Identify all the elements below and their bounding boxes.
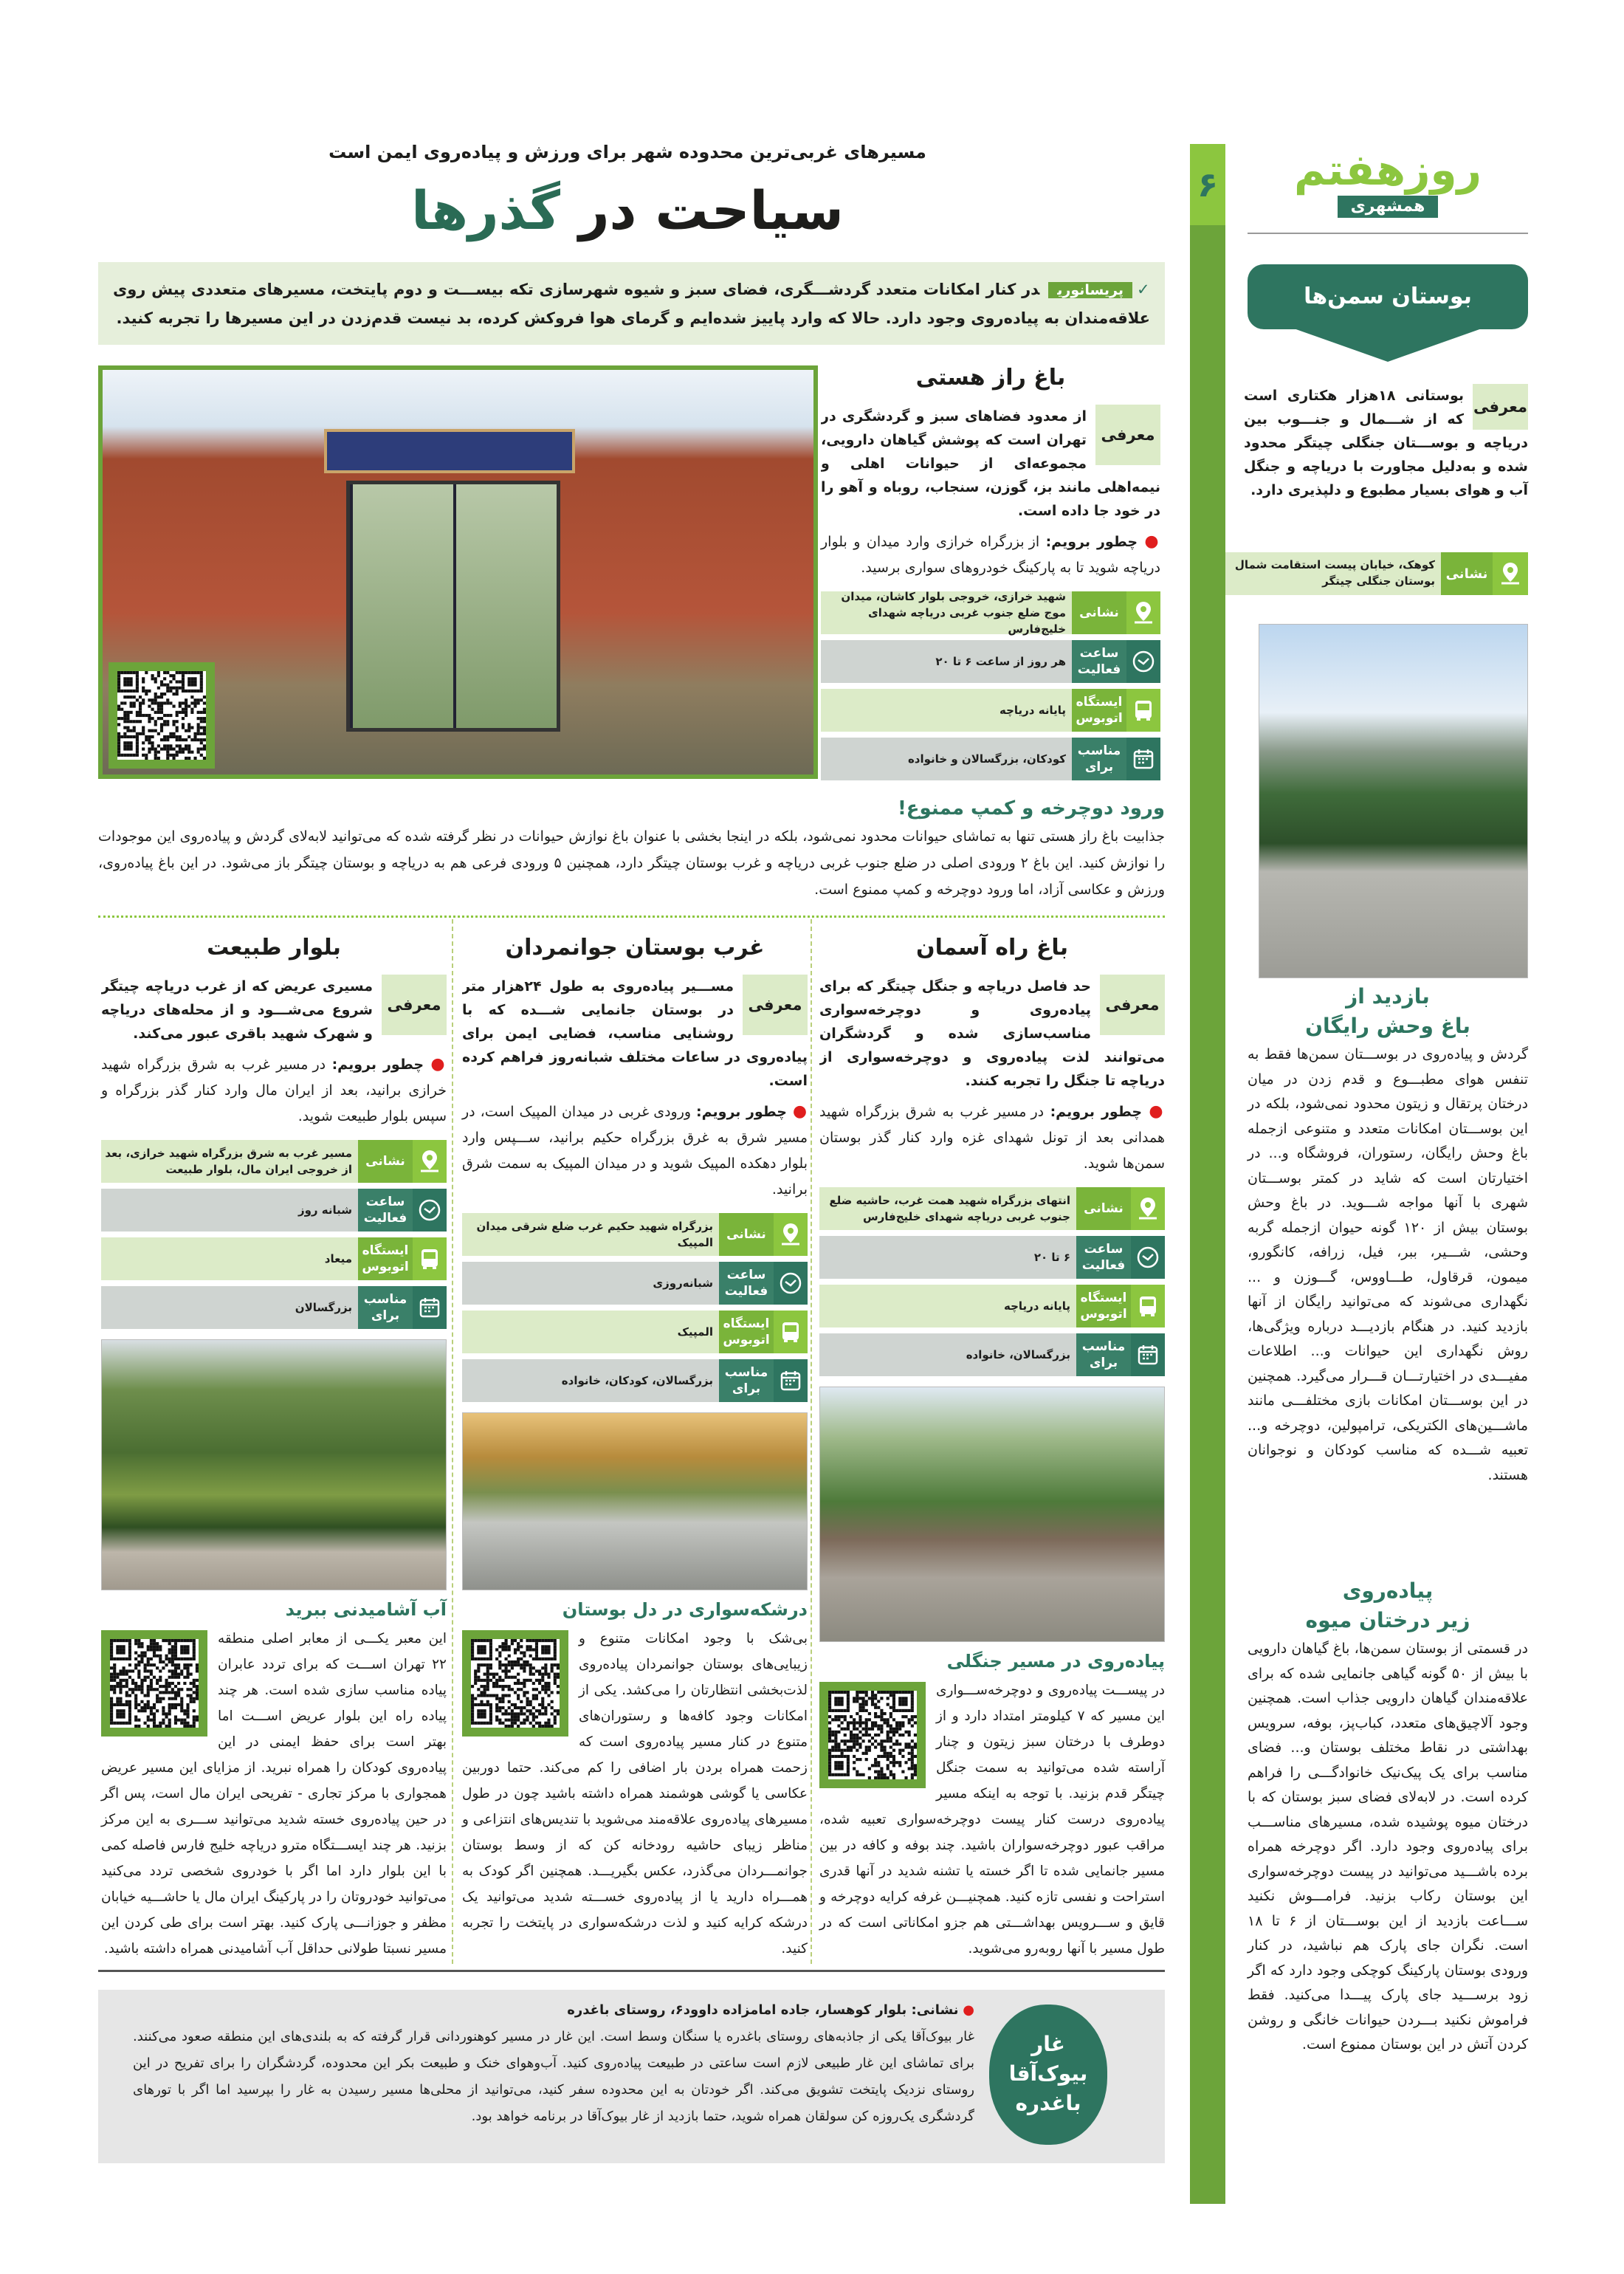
info-label: ایستگاه اتوبوس	[1076, 1285, 1131, 1327]
info-row-hours	[101, 1189, 447, 1232]
bus-icon	[774, 1311, 808, 1353]
photo-caption: آب آشامیدنی ببرید	[285, 1599, 447, 1620]
info-row-for	[101, 1286, 447, 1329]
intro-label: معرفی	[1100, 975, 1165, 1035]
clock-icon	[774, 1262, 808, 1305]
intro-label: معرفی	[382, 975, 447, 1035]
location-pin-icon	[1131, 1187, 1165, 1230]
sidebar-banner: بوستان سمن‌ها	[1248, 264, 1528, 329]
info-label: ساعت فعالیت	[358, 1189, 413, 1232]
column-javanmardan	[462, 932, 808, 1962]
divider	[1248, 233, 1528, 234]
intro-label: معرفی	[1473, 384, 1528, 430]
info-label: مناسب برای	[1076, 1333, 1131, 1376]
sidebar-section2-text: در قسمتی از بوستان سمن‌ها، باغ گیاهان دارویی با بیش از ۵۰ گونه گیاهی جانمایی شده که برای علاقه‌مندان گیاهان دارویی جذاب است. همچنین وجود آلاچیق‌های متعدد، کباب‌پز، بوفه، سرویس بهداشتی در نقاط مختلف بوستان و... فضای مناسب برای یک پیک‌نیک خانوادگـــی را فراهم کرده است. در لابه‌لای فضای سبز بوستان که با درختان میوه پوشیده شده، مسیرهای مناســـب برای پیاده‌روی وجود دارد. اگر دوچرخه همراه برده باشـــید می‌توانید در پیست دوچرخه‌سواری این بوستان رکاب بزنید. فرامـــوش نکنید ســـاعت بازدید از این بوســـتان از ۶ تا ۱۸ است. نگران جای پارک هم نباشید، در کنار ورودی بوستان پارکینگ کوچکی وجود دارد که اگر زود برســـید جای پارک پیـــدا می‌کنید. فقط فراموش نکنید بـــردن حیوانات خانگی و روشن کردن آتش در این بوستان ممنوع است.	[1248, 1641, 1528, 2053]
intro-block	[462, 975, 808, 1093]
intro-block	[819, 975, 1165, 1093]
check-icon: ✓	[1136, 281, 1150, 298]
how-to-get-there	[462, 1099, 808, 1203]
article-lead	[98, 262, 1165, 345]
location-pin-icon	[774, 1213, 808, 1256]
location-pin-icon	[413, 1140, 447, 1183]
info-value: بزرگسالان، کودکان، خانواده	[561, 1374, 713, 1387]
intro-block	[821, 405, 1160, 523]
divider	[98, 1970, 1165, 1972]
raz-hasti-subsection	[98, 794, 1165, 903]
qr-code[interactable]	[109, 662, 215, 769]
photo-caption: پیاده‌روی در مسیر جنگلی	[946, 1651, 1165, 1672]
info-label: نشانی	[1076, 1187, 1131, 1230]
info-value: پایانه دریاچه	[999, 704, 1066, 717]
logo-sub: همشهری	[1338, 196, 1439, 218]
address-value: کوهک، خیابان پیست استقامت شمال بوستان جنگلی چیتگر	[1234, 558, 1435, 588]
qr-code[interactable]	[462, 1630, 568, 1737]
info-label: ایستگاه اتوبوس	[719, 1311, 774, 1353]
info-row-for	[462, 1359, 808, 1402]
column-divider	[811, 919, 812, 1964]
info-value: انتهای بزرگراه شهید همت غرب، حاشیه ضلع جنوب غربی دریاچه شهدای خلیج‌فارس	[829, 1194, 1070, 1223]
info-row-hours	[462, 1262, 808, 1305]
info-value: پایانه دریاچه	[1004, 1299, 1070, 1313]
intro-text: مســـیر پیاده‌روی به طول ۲۴هزار متر در بوستان جانمایی شـــده که با روشنایی مناسب، فضایی ایمن برای پیاده‌روی در ساعات مختلف شبانه‌روز فراهم کرده است.	[462, 978, 808, 1089]
bus-icon	[413, 1237, 447, 1280]
column-body	[462, 1626, 808, 1962]
info-row-address	[462, 1213, 808, 1256]
info-row-hours	[821, 640, 1160, 683]
info-value: المپیک	[677, 1325, 713, 1339]
lead-text: در کنار امکانات متعدد گردشـــگری، فضای سبز و شیوه شهرسازی تکه بیســـت و دوم پایتخت، مسیرهای متعددی پیش روی علاقه‌مندان به پیاده‌روی وجود دارد. حالا که وارد پاییز شده‌ایم و گرمای هوا فروکش کرده، بد نیست قدم‌زدن در این مسیرها را تجربه کنید.	[113, 281, 1150, 327]
info-row-bus	[819, 1285, 1165, 1327]
info-row-for	[819, 1333, 1165, 1376]
column-bagh-rah-aseman	[819, 932, 1165, 1962]
how-label: چطور برویم:	[1045, 534, 1138, 550]
column-divider	[452, 919, 453, 1964]
how-label: چطور برویم:	[696, 1104, 787, 1120]
how-label: چطور برویم:	[1050, 1104, 1143, 1120]
info-row-bus	[821, 689, 1160, 732]
info-label: ایستگاه اتوبوس	[1072, 689, 1126, 732]
article-title	[221, 174, 1033, 247]
column-body-text: در پیســـت پیاده‌روی و دوچرخه‌ســـواری این مسیر که ۷ کیلومتر امتداد دارد و از دوطرف با درختان سبز زیتون و چنار آراسته شده می‌توانید به سمت جنگل چیتگر قدم بزنید. با توجه به اینکه مسیر پیاده‌روی درست کنار پیست دوچرخه‌سواری تعبیه شده، مراقب عبور دوچرخه‌سواران باشید. چند بوفه و کافه در بین مسیر جانمایی شده تا اگر خسته یا تشنه شدید در آنها قدری استراحت و نفسی تازه کنید. همچنیـــن غرفه کرایه دوچرخه و قایق و ســـرویس بهداشـــتی هم جزو امکاناتی است که در طول مسیر با آنها روبه‌رو می‌شوید.	[819, 1683, 1166, 1957]
bullet-icon: ●	[1142, 1102, 1165, 1121]
how-to-get-there	[821, 529, 1160, 581]
info-label: مناسب برای	[358, 1286, 413, 1329]
how-to-get-there	[101, 1051, 447, 1130]
info-row-for	[821, 738, 1160, 780]
author-tag: پریسانوری	[1048, 282, 1132, 298]
intro-block	[101, 975, 447, 1045]
sidebar-intro	[1244, 384, 1528, 502]
bullet-icon: ●	[963, 2002, 974, 2018]
calendar-icon	[1126, 738, 1160, 780]
info-label: ساعت فعالیت	[1072, 640, 1126, 683]
dotted-divider	[98, 916, 1165, 918]
location-pin-icon	[1493, 552, 1528, 595]
column-photo	[462, 1412, 808, 1590]
info-value: کودکان، بزرگسالان و خانواده	[907, 752, 1066, 766]
intro-text: مسیری عریض که از غرب دریاچه چیتگر شروع می‌شـــود و از محله‌های دریاچه و شهرک شهید باقری عبور می‌کند.	[101, 978, 373, 1042]
info-label: ایستگاه اتوبوس	[358, 1237, 413, 1280]
info-value: بزرگسالان، خانواده	[966, 1348, 1070, 1361]
sidebar-address	[1225, 552, 1528, 595]
column-photo	[101, 1339, 447, 1590]
qr-code[interactable]	[101, 1630, 207, 1737]
info-label: نشانی	[1072, 591, 1126, 634]
how-text: از بزرگراه خرازی وارد میدان و بلوار دریاچه شوید تا به پارکینگ خودروهای سواری برسید.	[821, 534, 1160, 576]
banner-arrow	[1292, 328, 1484, 362]
qr-code[interactable]	[819, 1682, 926, 1788]
calendar-icon	[774, 1359, 808, 1402]
gate-sign	[324, 429, 575, 473]
info-row-bus	[101, 1237, 447, 1280]
column-title: باغ راه آسمان	[916, 935, 1068, 961]
page-strip	[1190, 144, 1225, 2204]
info-value: شهید خرازی، خروجی بلوار کاشان، میدان موج ضلع جنوب غربی دریاچه شهدای خلیج‌فارس	[841, 590, 1066, 636]
info-value: میعاد	[324, 1252, 352, 1265]
intro-label: معرفی	[743, 975, 808, 1035]
info-label: ساعت فعالیت	[719, 1262, 774, 1305]
calendar-icon	[413, 1286, 447, 1329]
sidebar-section1-text: گردش و پیاده‌روی در بوســـتان سمن‌ها فقط به تنفس هوای مطبـــوع و قدم زدن در میان درختان پرتقال و زیتون محدود نمی‌شود، بلکه در این بوســـتان امکانات متعدد و متنوعی ازجمله باغ وحش رایگان، رستوران، فروشگاه و... در اختیارتان است که شاید در کمتر بوســـتان شهری با آنها مواجه شـــوید. در باغ وحش بوستان بیش از ۱۲۰ گونه حیوان ازجمله گربه وحشی، شـــیر، ببر، فیل، زرافه، کانگورو، میمون، قرقاول، طـــاووس، گـــوزن و ... نگهداری می‌شوند که می‌توانید رایگان از آنها بازدید کنید. در هنگام بازدیـــد درباره ویژگی‌ها، روش نگهداری این حیوانات و... اطلاعات مفیـــدی در اختیارتـــان قـــرار می‌گیرد. همچنین در این بوســـتان امکانات بازی مختلفـــی مانند ماشـــین‌های الکتریکی، ترامپولین، دوچرخه و... تعبیه شـــده که مناسب کودکان و نوجوانان هستند.	[1248, 1046, 1528, 1483]
bottom-text	[133, 1997, 974, 2130]
clock-icon	[413, 1189, 447, 1232]
clock-icon	[1131, 1236, 1165, 1279]
logo-main: روزهفتم	[1294, 145, 1482, 195]
newspaper-logo	[1248, 144, 1528, 225]
info-label: ساعت فعالیت	[1076, 1236, 1131, 1279]
column-body-text: این معبر یکـــی از معابر اصلی منطقه ۲۲ تهران اســـت که برای تردد عابران پیاده مناسب سازی شده است. هر چند پیاده راه این بلوار عریض اســـت اما بهتر است برای حفظ ایمنی در این پیاده‌روی کودکان را همراه نبرید. از مزایای این مسیر عریض همجواری با مرکز تجاری - تفریحی ایران مال است، پس اگر در حین پیاده‌روی خسته شدید می‌توانید ســـری به این مرکز بزنید. هر چند ایســـتگاه مترو دریاچه خلیج فارس فاصله کمی با این بلوار دارد اما اگر با خودروی شخصی تردد می‌کنید می‌توانید خودروتان را در پارکینگ ایران مال یا حاشـــیه خیابان مظفر و جوزانـــی پارک کنید. بهتر است برای طی کردن این مسیر نسبتا طولانی حداقل آب آشامیدنی همراه داشته باشید.	[101, 1631, 447, 1957]
bullet-icon: ●	[787, 1102, 808, 1121]
how-text: در مسیر غرب به شرق بزرگراه شهید خرازی برانید، بعد از ایران مال وارد کنار گذر بزرگراه و سپس بلوار طبیعت شوید.	[101, 1057, 447, 1124]
subsection-title: ورود دوچرخه و کمپ ممنوع!	[897, 797, 1165, 820]
title-line: بازدید از	[1346, 984, 1430, 1009]
intro-text: حد فاصل دریاچه و جنگل چیتگر که برای پیاده‌روی و دوچرخه‌سواری مناسب‌سازی شده و گردشگران می‌توانند لذت پیاده‌روی و دوچرخه‌سواری از دریاچه تا جنگل را تجربه کنند.	[819, 978, 1165, 1089]
info-value: شبانه روز	[297, 1203, 352, 1217]
intro-label: معرفی	[1095, 405, 1160, 465]
how-text: ورودی غربی در میدان المپیک است، در مسیر شرق به غرق بزرگراه حکیم برانید، ســـپس وارد بلوار دهکده المپیک شوید و در میدان المپیک به سمت شرق برانید.	[462, 1104, 808, 1198]
info-value: مسیر غرب به شرق بزرگراه شهید خرازی، بعد از خروجی ایران مال، بلوار طبیعت	[105, 1147, 352, 1176]
bottom-address: نشانی: بلوار کوهسار، جاده امامزاده داوود۶، روستای باغدره	[567, 2002, 959, 2018]
address-label: نشانی	[1441, 552, 1493, 595]
article-subtitle: مسیرهای غربی‌ترین محدوده شهر برای ورزش و پیاده‌روی ایمن است	[328, 142, 926, 162]
bullet-icon: ●	[1138, 532, 1160, 551]
sidebar-section1-title	[1248, 982, 1528, 1041]
bullet-icon: ●	[424, 1055, 447, 1074]
info-value: شبانه‌روزی	[653, 1277, 713, 1290]
info-row-hours	[819, 1236, 1165, 1279]
column-title: غرب بوستان جوانمردان	[505, 935, 765, 961]
title-green: گذرها	[411, 179, 560, 241]
page-number: ۶	[1190, 144, 1225, 225]
info-row-bus	[462, 1311, 808, 1353]
column-body-text: بی‌شک با وجود امکانات متنوع و زیبایی‌های بوستان جوانمردان پیاده‌روی لذت‌بخشی انتظارتان را می‌کشد. یکی از امکانات وجود کافه‌ها و رستوران‌های متنوع در کنار مسیر پیاده‌روی است که زحمت همراه بردن بار اضافی را کم می‌کند. حتما دوربین عکاسی یا گوشی هوشمند همراه داشته باشید چون در طول مسیرهای پیاده‌روی علاقه‌مند می‌شوید با تندیس‌های انتزاعی و مناظر زیبای حاشیه رودخانه کن که از وسط بوستان جوانمـــردان می‌گذرد، عکس بگیریـــد. همچنین اگر کودک به همـــراه دارید یا از پیاده‌روی خســـته شدید می‌توانید یک درشکه کرایه کنید و لذت درشکه‌سواری در پایتخت را تجربه کنید.	[462, 1631, 808, 1957]
column-body	[101, 1626, 447, 1962]
info-row-address	[819, 1187, 1165, 1230]
badge-line: بیوک‌آقا	[1008, 2061, 1088, 2086]
subsection-text: جذابیت باغ راز هستی تنها به تماشای حیوانات محدود نمی‌شود، بلکه در اینجا بخشی با عنوان باغ نوازش حیوانات در نظر گرفته شده که می‌توانید لابه‌لای گردش و پیاده‌روی این موجودات را نوازش کنید. این باغ ۲ ورودی اصلی در ضلع جنوب غربی دریاچه و غرب بوستان چیتگر دارد، همچنین ۵ ورودی فرعی هم به دریاچه و بوستان چیتگر باز می‌شود. در این باغ پیاده‌روی، ورزش و عکاسی آزاد، اما ورود دوچرخه و کمپ ممنوع است.	[98, 828, 1166, 898]
intro-text: از معدود فضاهای سبز و گردشگری در تهران است که پوشش گیاهان دارویی، مجموعه‌ای از حیوانات اهلی و نیمه‌اهلی مانند بز، گوزن، سنجاب، روباه و آهو را در خود جا داده است.	[821, 408, 1160, 519]
info-value: هر روز از ساعت ۶ تا ۲۰	[935, 655, 1066, 668]
title-line: پیاده‌روی	[1342, 1579, 1434, 1603]
how-label: چطور برویم:	[331, 1057, 424, 1073]
info-label: مناسب برای	[1072, 738, 1126, 780]
info-label: نشانی	[719, 1213, 774, 1256]
sidebar-intro-text: بوستانی ۱۸هزار هکتاری است که از شـــمال و جنـــوب بین دریاچه و بوســـتان جنگلی چیتگر محدود شده و به‌دلیل مجاورت با دریاچه و جنگل آب و هوای بسیار مطبوع و دلپذیری دارد.	[1244, 388, 1528, 498]
column-bolvar-tabiat	[101, 932, 447, 1962]
photo-caption: درشکه‌سواری در دل بوستان	[562, 1599, 808, 1620]
park-path-photo	[1259, 624, 1528, 978]
info-row-address	[101, 1140, 447, 1183]
how-text: در مسیر غرب به شرق بزرگراه شهید همدانی بعد از تونل شهدای غزه وارد کنار گذر بوستان سمن‌ها شوید.	[819, 1104, 1165, 1172]
title-black: سیاحت در	[579, 179, 844, 241]
sidebar-section2-title	[1248, 1576, 1528, 1635]
clock-icon	[1126, 640, 1160, 683]
calendar-icon	[1131, 1333, 1165, 1376]
bus-icon	[1131, 1285, 1165, 1327]
info-value: ۶ تا ۲۰	[1033, 1251, 1070, 1264]
title-line: زیر درختان میوه	[1305, 1608, 1470, 1632]
location-pin-icon	[1126, 591, 1160, 634]
bus-icon	[1126, 689, 1160, 732]
raz-hasti-section	[821, 362, 1160, 786]
badge-line: غار	[1031, 2032, 1065, 2056]
title-line: باغ وحش رایگان	[1305, 1014, 1470, 1038]
column-body	[819, 1677, 1165, 1962]
bottom-body: غار بیوک‌آقا یکی از جاذبه‌های روستای باغدره یا سنگان وسط است. این غار در مسیر کوهنوردانی قرار گرفته که به بلندی‌های این منطقه صعود می‌کنند. برای تماشای این غار طبیعی لازم است ساعتی در طبیعت پیاده‌روی کنید. آب‌وهوای خنک و طبیعت بکر این محدوده، گردشگران را برای تفریح در این روستای نزدیک پایتخت تشویق می‌کند. اگر خودتان به این محدوده سفر کنید، می‌توانید از محلی‌ها مسیر رسیدن به غار را بپرسید اما اگر با تورهای گردشگری یک‌روزه کن سولقان همراه شوید، حتما بازدید از غار بیوک‌آقا در برنامه خواهد بود.	[133, 2029, 974, 2124]
info-value: بزرگسالان	[295, 1301, 352, 1314]
badge-line: باغدره	[1015, 2091, 1081, 2115]
how-to-get-there	[819, 1099, 1165, 1177]
cave-badge	[989, 2005, 1107, 2145]
info-label: مناسب برای	[719, 1359, 774, 1402]
gate-door	[346, 481, 560, 732]
info-row-address	[821, 591, 1160, 634]
info-label: نشانی	[358, 1140, 413, 1183]
raz-hasti-gate-photo	[98, 365, 818, 779]
info-value: بزرگراه شهید حکیم غرب ضلع شرقی میدان المپیک	[476, 1220, 713, 1249]
section-title: باغ راز هستی	[915, 365, 1066, 391]
column-photo	[819, 1387, 1165, 1642]
column-title: بلوار طبیعت	[207, 935, 341, 961]
